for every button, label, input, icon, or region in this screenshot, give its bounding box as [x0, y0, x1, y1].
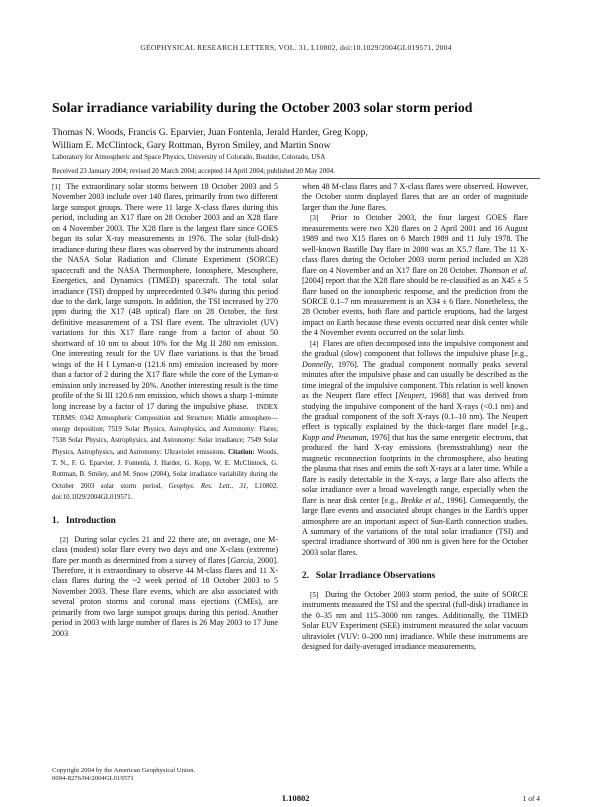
header-rule [52, 178, 540, 179]
abstract-text: The extraordinary solar storms between 18 October 2003 and 5 November 2003 include over 140 flares, primarily from two different large sunspot groups. There were 11 large X-class flares during this period, including an X17 flare on 28 October 2003 and an X28 flare on 4 November 2003. The X28 flare is the largest flare since GOES began its solar X-ray measurements in 1976. The solar (full-disk) irradiance during these flares was observed by the instruments aboard the NASA Solar Radiation and Climate Experiment (SORCE) spacecraft and the NASA Thermosphere, Ionosphere, Mesosphere, Energetics, and Dynamics (TIMED) spacecraft. The total solar irradiance (TSI) dropped by unprecedented 0.34% during this period due to the dark, large sunspots. In addition, the TSI increased by 270 ppm during the X17 (4B optical) flare on 28 October, the first definitive measurement of a TSI flare event. The ultraviolet (UV) variations for this X17 flare range from a factor of about 50 shortward of 10 nm to about 10% for the Mg II 280 nm emission. One interesting result for the UV flare variations is that the broad wings of the H I Lyman-α (121.6 nm) emission increased by more than a factor of 2 during the X17 flare while the core of the Lyman-α emission only increased by 20%. Another interesting result is the time profile of the Si III 120.6 nm emission, which shows a sharp 1-minute long increase by a factor of 17 during the impulsive phase. [52, 182, 278, 411]
left-column [52, 182, 278, 639]
paragraph-2-continued: when 48 M-class flares and 7 X-class flares were observed. However, the October storm displayed flares that are an order of magnitude larger than the June flares. [302, 182, 528, 212]
received-dates: Received 23 January 2004; revised 20 March 2004; accepted 14 April 2004; published 20 May 2004. [52, 167, 336, 175]
citation-link: Donnelly [302, 359, 332, 369]
paragraph-4 [302, 339, 528, 559]
paragraph-text: , 1996]. Consequently, the large flare events and associated abrupt changes in the Earth's upper atmosphere are an important aspect of Sun-Earth connection studies. A summary of the variations of the total solar irradiance (TSI) and spectral irradiance shortward of 300 nm is given here for the October 2003 solar flares. [302, 495, 529, 557]
section-number: 2. [302, 570, 309, 581]
paragraph-text: , 2000]. Therefore, it is extraordinary to observe 44 M-class flares and 11 X-class flares during the ~2 week period of 18 October 2003 to 5 November 2003. These flare events, which are also associated with several proton storms and coronal mass ejections (CMEs), are primarily from two large sunspot groups during this period. Another period in 2003 with large number of flares is 26 May 2003 to 17 June 2003 [52, 555, 279, 638]
section-title: Solar Irradiance Observations [315, 570, 436, 581]
index-terms: 0342 Atmospheric Composition and Structure: Middle atmosphere—energy deposition; 7519 Solar Physics, Astrophysics, and Astronomy: Flares; 7538 Solar Physics, Astrophysics, and Astronomy: Solar irradiance; 7549 Solar Physics, Astrophysics, and Astronomy: Ultraviolet emissions. [52, 414, 278, 456]
citation-link: Kopp and Pneuman [302, 432, 367, 442]
citation-text: Woods, T. N., F. G. Eparvier, J. Fontenla, J. Harder, G. Kopp, W. E. McClintock, G. Rottman, B. Smiley, and M. Snow (2004), Solar irradiance variability during the October 2003 solar storm period, [52, 448, 279, 490]
affiliation: Laboratory for Atmospheric and Space Physics, University of Colorado, Boulder, Colorado, USA [52, 153, 326, 161]
paragraph-5 [302, 590, 528, 653]
paragraph-number: [3] [310, 214, 319, 223]
citation-journal: Geophys. Res. Lett., 31, [168, 482, 249, 490]
author-line-2: William E. McClintock, Gary Rottman, Byron Smiley, and Martin Snow [52, 140, 331, 151]
paragraph-text: [2004] report that the X28 flare should be re-classified as an X45 ± 5 flare based on the ionospheric response, and the prediction from the SORCE 0.1–7 nm measurement is an X34 ± 6 flare. Nonetheless, the 28 October events, both flare and particle eruptions, had the largest impact on Earth because these events occurred near disk center while the 4 November events occurred on the solar limb. [302, 276, 528, 338]
paragraph-number: [4] [310, 339, 319, 348]
paragraph-number: [5] [310, 590, 319, 599]
section-heading-introduction [52, 515, 278, 525]
paragraph-number: [2] [60, 535, 69, 544]
citation-doi: L10802, doi:10.1029/2004GL019571. [52, 482, 279, 501]
citation-label: Citation: [228, 448, 255, 456]
author-line-1: Thomas N. Woods, Francis G. Eparvier, Juan Fontenla, Jerald Harder, Greg Kopp, [52, 127, 368, 138]
citation-link: Garcia [230, 555, 253, 565]
paragraph-2 [52, 535, 278, 640]
citation-link: Neupert [398, 391, 425, 401]
paragraph-text: , 1976] that has the same energetic electrons, that produced the hard X-ray emissions (bremsstrahlung) near the magnetic reconnection footprints in the chromosphere, also heating the plasma that rises and emits the soft X-rays at a later time. While a flare is easily detectable in the X-rays, a large flare also affects the solar irradiance over a broad wavelength range, especially when the flare is near disk center [e.g., [302, 432, 528, 505]
right-column [302, 182, 528, 652]
citation-link: Thomson et al. [479, 265, 528, 275]
paragraph-text: During solar cycles 21 and 22 there are, on average, one M-class (modest) solar flare every two days and one X-class (extreme) flare per month as determined from a survey of flares [ [52, 534, 279, 565]
paragraph-number: [1] [52, 183, 61, 191]
paragraph-text: Prior to October 2003, the four largest GOES flare measurements were two X20 flares on 2 April 2001 and 16 August 1989 and two X15 flares on 6 March 1989 and 11 July 1978. The well-known Bastille Day flare in 2000 was an X5.7 flare. The 11 X-class flares during the October 2003 storm period included an X28 flare on 4 November and an X17 flare on 28 October. [302, 213, 528, 275]
copyright-line: Copyright 2004 by the American Geophysical Union. [52, 767, 196, 774]
section-heading-observations [302, 570, 528, 580]
index-terms-label: INDEX TERMS: [52, 403, 278, 422]
paragraph-text: , 1976]. The gradual component normally peaks several minutes after the impulsive phase and can usually be described as the time integral of the impulsive component. This relation is well known as the Neupert flare effect [ [302, 359, 528, 401]
section-title: Introduction [65, 515, 116, 526]
paragraph-3 [302, 213, 528, 338]
footer-page-number: 1 of 4 [522, 794, 540, 803]
abstract [52, 182, 278, 503]
author-list [52, 126, 552, 152]
paragraph-text: Flares are often decomposed into the impulsive component and the gradual (slow) component that follows the impulsive phase [e.g., [302, 338, 528, 359]
issn-line: 0094-8276/04/2004GL019571 [52, 775, 134, 783]
paragraph-text: , 1968] that was derived from studying the impulsive component of the hard X-rays (<0.1 nm) and the gradual component of the soft X-rays (0.1–10 nm). The Neupert effect is typically explained by the thick-target flare model [e.g., [302, 391, 528, 432]
citation-link: Brekke et al. [400, 495, 442, 505]
paragraph-text: During the October 2003 storm period, the suite of SORCE instruments measured the TSI and the spectral (full-disk) irradiance in the 0–35 nm and 115–3000 nm ranges. Additionally, the TIMED Solar EUV Experiment (SEE) instrument measured the solar vacuum ultraviolet (VUV: 0–200 nm) irradiance. While these instruments are designed for daily-averaged irradiance measurements, [302, 589, 528, 652]
article-title: Solar irradiance variability during the October 2003 solar storm period [52, 100, 473, 115]
copyright-notice [52, 767, 278, 784]
footer-article-id: L10802 [282, 793, 310, 803]
journal-header: GEOPHYSICAL RESEARCH LETTERS, VOL. 31, L10802, doi:10.1029/2004GL019571, 2004 [140, 43, 452, 52]
section-number: 1. [52, 515, 59, 526]
